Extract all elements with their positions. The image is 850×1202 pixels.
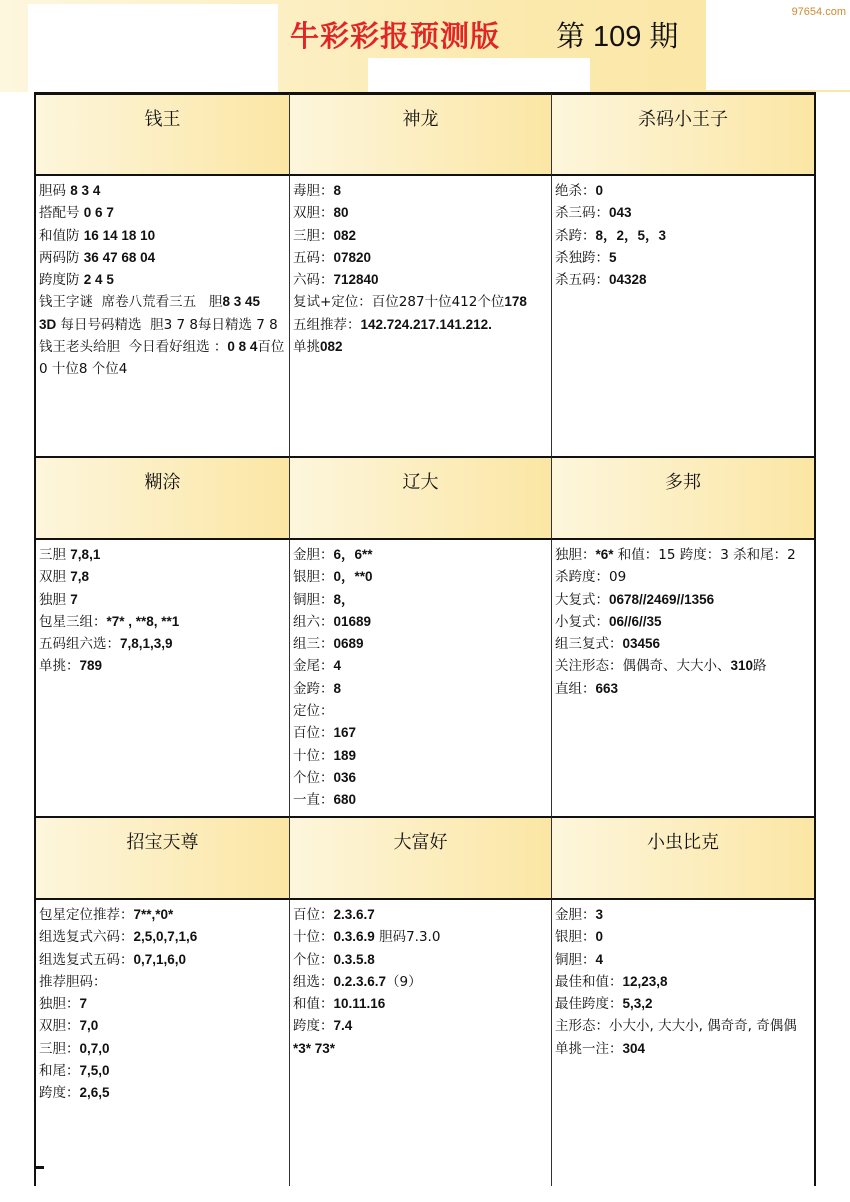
line-label: 一直： <box>293 792 334 809</box>
content-row <box>36 900 814 1186</box>
issue-suffix: 期 <box>649 19 679 53</box>
header-row <box>36 92 814 176</box>
prediction-line <box>39 1015 286 1037</box>
line-label: 五码组六选： <box>39 636 120 653</box>
line-value: 043 <box>609 205 632 221</box>
issue-label <box>556 14 678 55</box>
prediction-line <box>39 904 286 926</box>
line-label: 杀跨： <box>555 227 596 244</box>
line-value: 8，2，5，3 <box>595 227 667 243</box>
prediction-line <box>555 544 811 589</box>
line-label: 搭配号 <box>39 205 84 222</box>
prediction-line <box>293 1038 548 1060</box>
line-value: 16 14 18 10 <box>83 227 156 243</box>
line-value: 03456 <box>622 636 661 652</box>
line-label: 百位： <box>293 725 334 742</box>
prediction-line <box>293 655 548 677</box>
line-tail: 每日号码精选 胆3 7 8每日精选 7 8 <box>56 316 278 333</box>
prediction-line <box>293 678 548 700</box>
line-label: 独胆： <box>39 996 80 1013</box>
prediction-line <box>39 291 286 313</box>
line-value: 4 <box>595 951 604 967</box>
line-label: 钱王老头给胆 今日看好组选 ： <box>39 339 228 356</box>
header-row <box>36 816 814 900</box>
prediction-line <box>293 225 548 247</box>
line-value: 3 <box>595 907 604 922</box>
line-label: 跨度： <box>293 1018 334 1035</box>
line-value: 0.3.6.9 <box>333 929 375 945</box>
prediction-line <box>555 971 811 993</box>
line-label: 毒胆： <box>293 183 334 199</box>
line-value: 12,23,8 <box>622 973 668 989</box>
line-tail: 胆码7.3.0 <box>374 929 441 946</box>
prediction-cell <box>290 900 552 1186</box>
line-label: 双胆 <box>39 569 71 586</box>
line-label: 独胆 <box>39 591 71 608</box>
line-label: 小复式： <box>555 613 609 630</box>
line-value: 036 <box>333 769 357 785</box>
prediction-line <box>555 1038 811 1060</box>
prediction-line <box>555 633 811 655</box>
line-label: 和尾： <box>39 1063 80 1080</box>
line-value: 10.11.16 <box>333 996 386 1012</box>
line-value: 082 <box>320 339 343 355</box>
issue-prefix: 第 <box>556 19 586 53</box>
line-value: 7,8,1,3,9 <box>120 636 173 652</box>
line-label: 金尾： <box>293 658 334 675</box>
prediction-line <box>293 314 548 336</box>
prediction-line <box>293 949 548 971</box>
prediction-line <box>555 904 811 926</box>
prediction-line <box>293 722 548 744</box>
line-label: 银胆： <box>555 929 596 946</box>
line-label: 包星定位推荐： <box>39 907 134 923</box>
prediction-cell <box>552 540 814 816</box>
prediction-line <box>293 291 548 313</box>
expert-name: 钱王 <box>36 92 290 176</box>
line-value: 2 4 5 <box>83 272 114 288</box>
line-value: 5,3,2 <box>622 996 653 1012</box>
line-value: 142.724.217.141.212. <box>360 316 492 332</box>
expert-name: 招宝天尊 <box>36 816 290 900</box>
blank-area-left <box>28 4 278 94</box>
prediction-line <box>555 611 811 633</box>
line-value: 663 <box>595 680 619 696</box>
line-label: 组选复式五码： <box>39 951 134 968</box>
line-value: 0 <box>595 183 604 198</box>
line-label: 包星三组： <box>39 613 107 630</box>
line-value: 0，**0 <box>333 569 373 585</box>
line-value: *7* , **8, **1 <box>106 613 180 629</box>
line-tail: （9） <box>386 973 422 990</box>
prediction-line <box>39 225 286 247</box>
prediction-line <box>555 589 811 611</box>
line-value: 01689 <box>333 613 372 629</box>
prediction-line <box>39 566 286 588</box>
prediction-line <box>293 544 548 566</box>
line-label: 六码： <box>293 272 334 289</box>
prediction-line <box>293 269 548 291</box>
expert-name: 杀码小王子 <box>552 92 814 176</box>
expert-name: 小虫比克 <box>552 816 814 900</box>
expert-name: 辽大 <box>290 456 552 540</box>
line-value: *3* 73* <box>293 1040 336 1056</box>
line-label: 关注形态：偶偶奇、大大小、 <box>555 658 731 675</box>
page-title: 牛彩彩报预测版 <box>290 19 501 53</box>
line-value: 0689 <box>333 636 364 652</box>
prediction-cell <box>36 540 290 816</box>
prediction-line <box>293 566 548 588</box>
prediction-line <box>293 767 548 789</box>
prediction-line <box>555 225 811 247</box>
line-label: 杀独跨： <box>555 249 609 266</box>
line-label: 复试+定位：百位287十位412个位 <box>293 294 505 311</box>
prediction-cell <box>552 176 814 456</box>
line-value: 7 <box>79 996 88 1012</box>
line-value: 178 <box>504 294 527 310</box>
line-label: 跨度防 <box>39 272 84 289</box>
line-value: 6，6** <box>333 547 373 562</box>
line-label: 和值： <box>293 996 334 1013</box>
line-value: 36 47 68 04 <box>83 249 156 265</box>
line-value: *6* <box>595 547 614 562</box>
line-value: 80 <box>333 205 349 221</box>
issue-number: 109 <box>593 21 642 53</box>
line-label: 银胆： <box>293 569 334 586</box>
line-label: 最佳和值： <box>555 973 623 990</box>
prediction-line <box>293 180 548 202</box>
line-label: 组选复式六码： <box>39 929 134 946</box>
line-value: 0 6 7 <box>83 205 114 221</box>
line-tail: 和值：15 跨度：3 杀和尾：2 杀跨度：09 <box>555 547 801 586</box>
line-label: 组六： <box>293 613 334 630</box>
prediction-cell <box>36 900 290 1186</box>
prediction-line <box>293 202 548 224</box>
line-label: 最佳跨度： <box>555 996 623 1013</box>
line-value: 7 <box>70 591 78 607</box>
prediction-line <box>293 633 548 655</box>
line-label: 推荐胆码： <box>39 973 107 990</box>
prediction-line <box>39 949 286 971</box>
prediction-line <box>39 1038 286 1060</box>
expert-name: 多邦 <box>552 456 814 540</box>
line-value: 5 <box>609 249 617 265</box>
line-label: 组选： <box>293 973 334 990</box>
line-value: 0 <box>595 929 604 945</box>
line-value: 789 <box>79 658 103 674</box>
prediction-line <box>293 926 548 948</box>
prediction-line <box>293 904 548 926</box>
line-label: 金胆： <box>293 547 334 563</box>
prediction-line <box>39 926 286 948</box>
line-label: 三胆： <box>293 227 334 244</box>
line-label: 单挑 <box>293 339 320 356</box>
prediction-line <box>293 1015 548 1037</box>
line-value: 8， <box>333 591 355 607</box>
prediction-line <box>39 611 286 633</box>
line-label: 跨度： <box>39 1085 80 1102</box>
line-label: 钱王字谜 席卷八荒看三五 胆 <box>39 294 223 311</box>
prediction-line <box>39 269 286 291</box>
line-value: 7**,*0* <box>133 907 174 922</box>
table-foot-mark <box>34 1166 44 1169</box>
content-row <box>36 176 814 456</box>
line-label: 个位： <box>293 951 334 968</box>
prediction-line <box>293 589 548 611</box>
line-label: 百位： <box>293 907 334 923</box>
line-value: 680 <box>333 792 357 808</box>
line-value: 7.4 <box>333 1018 353 1034</box>
line-value: 310 <box>730 658 754 674</box>
line-value: 04328 <box>609 272 647 288</box>
prediction-line <box>555 269 811 291</box>
prediction-line <box>39 544 286 566</box>
line-label: 大复式： <box>555 591 609 608</box>
header-row <box>36 456 814 540</box>
line-label: 直组： <box>555 680 596 697</box>
line-label: 双胆： <box>293 205 334 222</box>
prediction-line <box>39 655 286 677</box>
line-tail: 路 <box>753 658 767 675</box>
line-value: 7,5,0 <box>79 1063 110 1079</box>
line-label: 杀五码： <box>555 272 609 289</box>
prediction-line <box>39 1060 286 1082</box>
prediction-line <box>39 336 286 381</box>
line-value: 2,6,5 <box>79 1085 110 1101</box>
prediction-line <box>39 1082 286 1104</box>
watermark: 97654.com <box>791 6 846 18</box>
expert-name: 神龙 <box>290 92 552 176</box>
prediction-line <box>555 926 811 948</box>
line-value: 8 <box>333 183 342 198</box>
line-label: 胆码 <box>39 183 71 199</box>
prediction-line <box>293 789 548 811</box>
line-label: 绝杀： <box>555 183 596 199</box>
line-value: 2,5,0,7,1,6 <box>133 929 198 945</box>
prediction-line <box>39 314 286 336</box>
prediction-line <box>555 678 811 700</box>
content-row <box>36 540 814 816</box>
line-label: 两码防 <box>39 249 84 266</box>
line-value: 0 8 4 <box>227 339 258 355</box>
line-value: 0.3.5.8 <box>333 951 375 967</box>
line-label: 金跨： <box>293 680 334 697</box>
line-label: 和值防 <box>39 227 84 244</box>
line-label: 杀三码： <box>555 205 609 222</box>
prediction-line <box>39 589 286 611</box>
prediction-cell <box>552 900 814 1186</box>
prediction-line <box>39 993 286 1015</box>
prediction-line <box>39 180 286 202</box>
line-value: 4 <box>333 658 342 674</box>
prediction-line <box>555 993 811 1015</box>
line-value: 3D <box>39 316 57 332</box>
prediction-line <box>555 202 811 224</box>
prediction-line <box>555 1015 811 1037</box>
expert-name: 大富好 <box>290 816 552 900</box>
line-value: 304 <box>622 1040 646 1056</box>
expert-name: 糊涂 <box>36 456 290 540</box>
prediction-line <box>293 336 548 358</box>
line-value: 8 3 45 <box>222 294 261 310</box>
blank-area-middle <box>368 58 590 92</box>
prediction-cell <box>290 176 552 456</box>
line-value: 06//6//35 <box>609 613 662 629</box>
line-label: 独胆： <box>555 547 596 563</box>
line-label: 金胆： <box>555 907 596 923</box>
line-label: 单挑一注： <box>555 1040 623 1057</box>
line-label: 三胆： <box>39 1040 80 1057</box>
prediction-line <box>293 611 548 633</box>
line-label: 个位： <box>293 769 334 786</box>
line-label: 铜胆： <box>555 951 596 968</box>
prediction-line <box>39 247 286 269</box>
line-value: 7,8 <box>70 569 90 585</box>
line-value: 189 <box>333 747 357 763</box>
line-value: 0678//2469//1356 <box>609 591 715 607</box>
line-value: 7,8,1 <box>70 547 101 562</box>
line-tail: 百位0 十位8 个位4 <box>39 339 285 378</box>
prediction-line <box>293 247 548 269</box>
prediction-table <box>34 92 816 1186</box>
prediction-line <box>293 993 548 1015</box>
line-label: 组三复式： <box>555 636 623 653</box>
line-value: 07820 <box>333 249 372 265</box>
prediction-line <box>293 700 548 722</box>
line-value: 082 <box>333 227 357 243</box>
line-label: 五码： <box>293 249 334 266</box>
prediction-cell <box>36 176 290 456</box>
prediction-line <box>39 202 286 224</box>
line-label: 单挑： <box>39 658 80 675</box>
prediction-line <box>293 971 548 993</box>
line-label: 十位： <box>293 747 334 764</box>
prediction-line <box>555 247 811 269</box>
line-value: 712840 <box>333 272 379 288</box>
line-label: 三胆 <box>39 547 71 563</box>
line-value: 2.3.6.7 <box>333 907 375 922</box>
line-label: 铜胆： <box>293 591 334 608</box>
line-label: 组三： <box>293 636 334 653</box>
prediction-line <box>555 180 811 202</box>
line-value: 167 <box>333 725 357 741</box>
line-value: 0.2.3.6.7 <box>333 973 387 989</box>
line-label: 双胆： <box>39 1018 80 1035</box>
prediction-line <box>555 949 811 971</box>
line-value: 0,7,1,6,0 <box>133 951 187 967</box>
line-label: 十位： <box>293 929 334 946</box>
line-label: 定位： <box>293 703 334 720</box>
prediction-line <box>555 655 811 677</box>
prediction-line <box>39 971 286 993</box>
prediction-line <box>293 745 548 767</box>
line-label: 主形态：小大小, 大大小, 偶奇奇, 奇偶偶 <box>555 1018 797 1035</box>
prediction-cell <box>290 540 552 816</box>
line-value: 8 <box>333 680 342 696</box>
line-value: 7,0 <box>79 1018 99 1034</box>
line-label: 五组推荐： <box>293 316 361 333</box>
prediction-line <box>39 633 286 655</box>
line-value: 8 3 4 <box>70 183 101 198</box>
line-value: 0,7,0 <box>79 1040 110 1056</box>
